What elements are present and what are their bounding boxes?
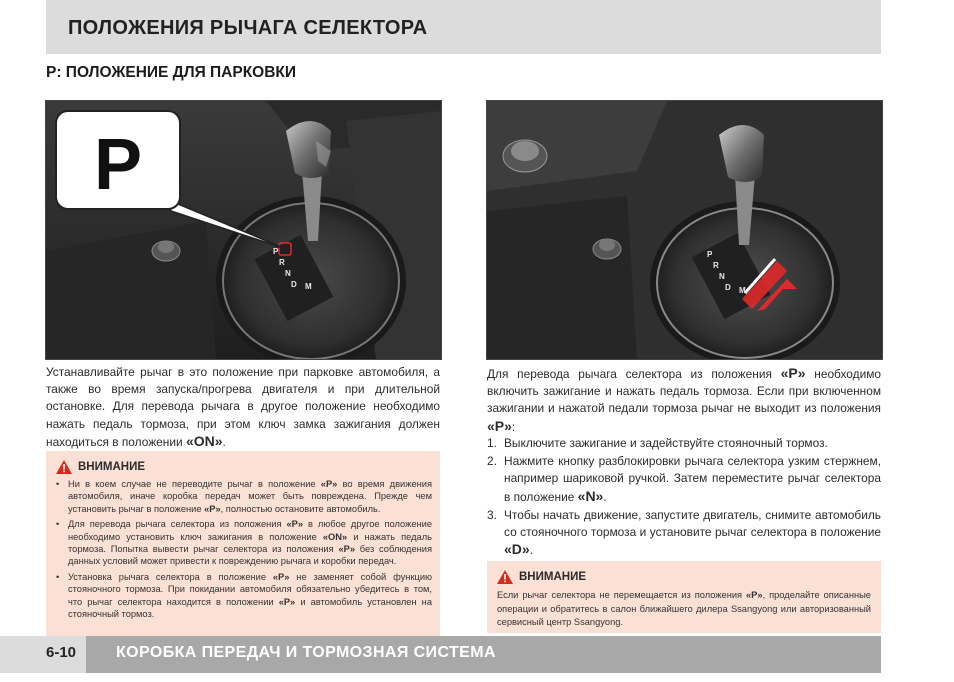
chapter-title: КОРОБКА ПЕРЕДАЧ И ТОРМОЗНАЯ СИСТЕМА [116, 644, 496, 661]
warning-text: Если рычаг селектора не перемещается из положения «P», проделайте описанные операции и обратитесь в салон ближайшего дилера Ssangyong или авторизованный сервисный центр Ssangyong. [497, 590, 871, 627]
right-paragraph: Для перевода рычага селектора из положения «P» необходимо включить зажигание и нажать педаль тормоза. Если при включенном зажигании и нажатой педали тормоза рычаг не выходит из положения «P»: [487, 365, 882, 434]
callout-letter: P [93, 125, 143, 205]
list-item: • Ни в коем случае не переводите рычаг в положение «P» во время движения автомобиля, иначе коробка передач может быть повреждена. Прежде чем установить рычаг в положение «P», полностью остановите автомобиль. [56, 479, 432, 514]
svg-text:P: P [273, 247, 279, 256]
svg-text:D: D [725, 283, 731, 292]
left-paragraph: Устанавливайте рычаг в это положение при парковке автомобиля, а также во время запуска/прогрева двигателя и при длительной остановке. Для перевода рычага в другое положение необходимо нажать педаль тормоза, при этом ключ замка зажигания должен находиться в положении «ON». [46, 365, 440, 449]
list-item: 3. Чтобы начать движение, запустите двигатель, снимите автомобиль со стояночного тормоза и установите рычаг селектора в положение «D». [487, 507, 881, 558]
warning-box-left [46, 451, 440, 636]
svg-text:N: N [285, 269, 291, 278]
page-number-box [0, 636, 86, 673]
svg-text:N: N [719, 272, 725, 281]
page-footer [0, 636, 881, 673]
steps-list [487, 435, 881, 560]
svg-text:M: M [305, 282, 312, 291]
list-item: 2. Нажмите кнопку разблокировки рычага селектора узким стержнем, например шариковой ручкой. Затем переместите рычаг селектора в положение «N». [487, 454, 881, 504]
list-item: 1. Выключите зажигание и задействуйте стояночный тормоз. [487, 436, 828, 450]
gear-selector-photo-left [45, 100, 442, 360]
page-title: ПОЛОЖЕНИЯ РЫЧАГА СЕЛЕКТОРА [68, 17, 428, 39]
svg-text:D: D [291, 280, 297, 289]
svg-text:R: R [713, 261, 719, 270]
warning-triangle-icon [497, 570, 513, 584]
svg-text:P: P [707, 250, 713, 259]
list-item: • Для перевода рычага селектора из положения «P» в любое другое положение необходимо установить ключ зажигания в положение «ON» и нажать педаль тормоза. Попытка вывести рычаг селектора из положения «P» без соблюдения данных условий может привести к повреждению рычага и коробки передач. [56, 519, 433, 567]
page-header [46, 0, 881, 54]
list-item: • Установка рычага селектора в положение «P» не заменяет собой функцию стояночного тормоза. При покидании автомобиля обязательно убедитесь в том, что рычаг селектора находится в положении «P» и автомобиль установлен на стояночный тормоз. [56, 571, 433, 620]
svg-text:R: R [279, 258, 285, 267]
page-number: 6-10 [46, 644, 77, 661]
warning-list [54, 478, 432, 623]
warning-box-right [487, 561, 881, 633]
warning-title: ВНИМАНИЕ [56, 460, 145, 474]
warning-triangle-icon [56, 460, 72, 474]
gear-selector-photo-right [486, 100, 883, 360]
svg-text:M: M [739, 286, 746, 295]
warning-title: ВНИМАНИЕ [497, 570, 586, 584]
section-title: P: ПОЛОЖЕНИЕ ДЛЯ ПАРКОВКИ [46, 64, 297, 81]
